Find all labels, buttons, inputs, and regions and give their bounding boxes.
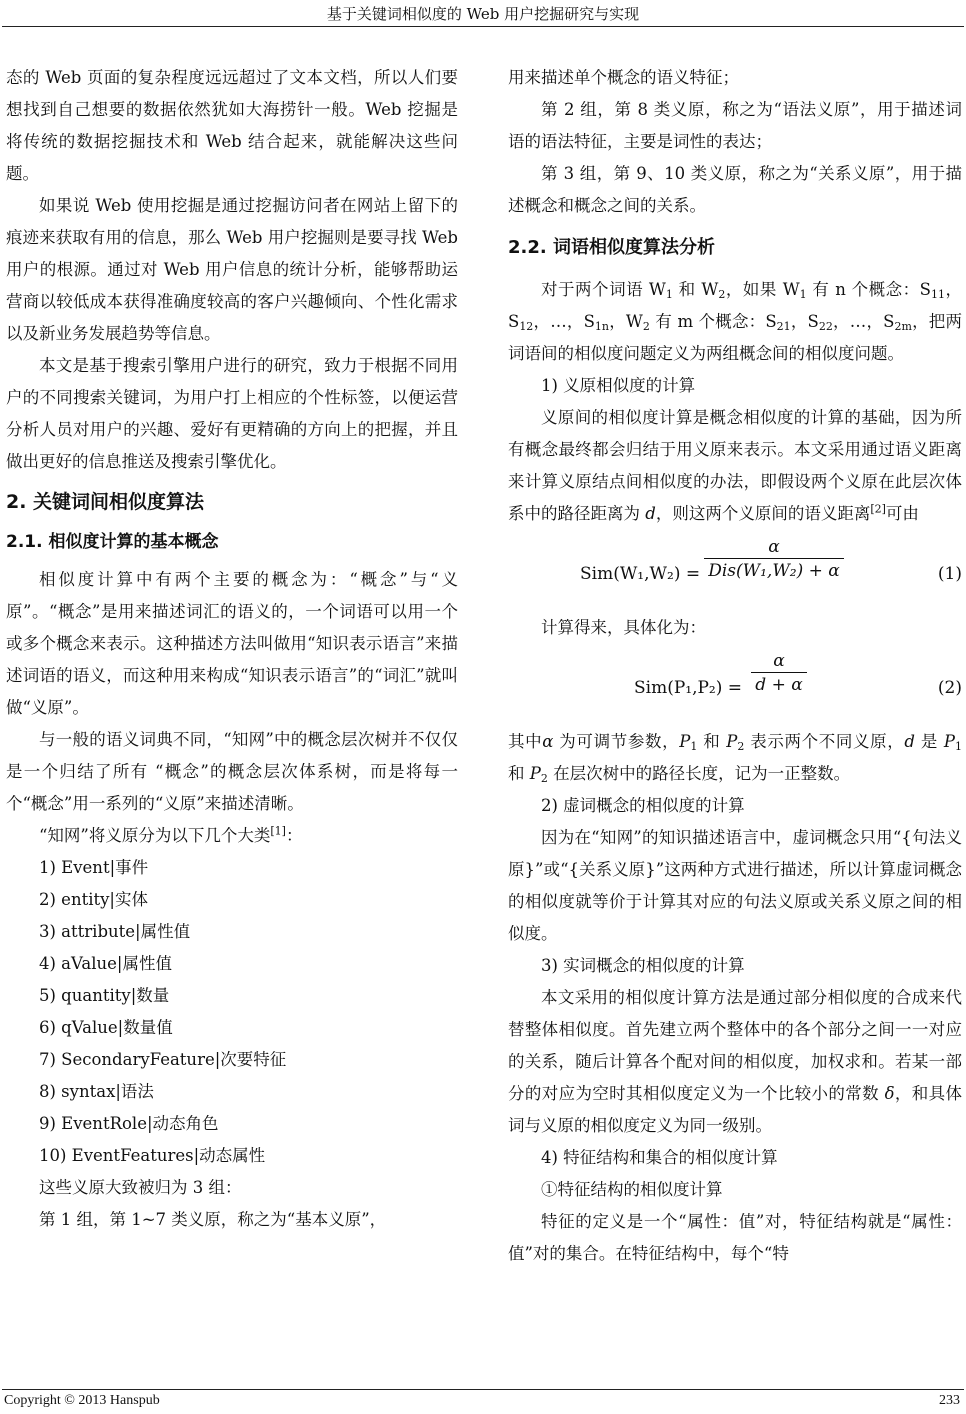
list-item: 1) Event|事件: [39, 858, 149, 877]
equation-numerator: α: [768, 537, 780, 557]
paragraph: 其中α 为可调节参数，$P_1$ 和 $P_2$ 表示两个不同义原，d 是 $P_1$ 和 $P_2$ 在层次树中的路径长度，记为一正整数。: [508, 732, 962, 785]
subsection-heading: 2.2. 词语相似度算法分析: [508, 237, 715, 258]
paragraph: 如果说 Web 使用挖掘是通过挖掘访问者在网站上留下的痕迹来获取有用的信息，那么 Web 用户挖掘则是要寻找 Web 用户的根源。通过对 Web 用户信息的统计分析，能够帮助运营商以较低成本获得准确度较高的客户兴趣倾向、个性化需求以及新业务发展趋势等信息。: [6, 196, 458, 343]
numbered-subheading: 2) 虚词概念的相似度的计算: [541, 796, 745, 815]
equation-number: (1): [937, 564, 962, 584]
copyright: Copyright © 2013 Hanspub: [4, 1393, 160, 1408]
list-item: 3) attribute|属性值: [39, 922, 191, 941]
equation-number: (2): [937, 678, 962, 698]
citation: [2]: [870, 502, 886, 516]
paragraph: 用来描述单个概念的语义特征；: [508, 68, 739, 87]
paragraph: 相似度计算中有两个主要的概念为：“概念”与“义原”。“概念”是用来描述词汇的语义的，一个词语可以用一个或多个概念来表示。这种描述方法叫做用“知识表示语言”来描述词语的语义，而这种用来构成“知识表示语言”的“词汇”就叫做“义原”。: [6, 570, 458, 717]
right-column: [508, 62, 962, 1270]
numbered-subheading: 4) 特征结构和集合的相似度计算: [541, 1148, 778, 1167]
list-item: 9) EventRole|动态角色: [39, 1114, 219, 1133]
paragraph: 对于两个词语 $W_1$ 和 $W_2$，如果 $W_1$ 有 n 个概念：$S_{11}$，$S_{12}$，…，$S_{1n}$，$W_2$ 有 m 个概念：$S_{21}$，$S_{22}$，…，$S_{2m}$，把两词语间的相似度问题定义为两组概念间的相似度问题。: [508, 280, 963, 363]
paragraph: 第 1 组，第 1~7 类义原，称之为“基本义原”，: [39, 1210, 387, 1229]
paragraph: “知网”将义原分为以下几个大类[1]：: [39, 824, 303, 845]
paragraph: 特征的定义是一个“属性：值”对，特征结构就是“属性：值”对的集合。在特征结构中，每个“特: [508, 1212, 962, 1263]
list-item: 5) quantity|数量: [39, 986, 170, 1005]
list-item: 4) aValue|属性值: [39, 954, 172, 973]
list-item: 10) EventFeatures|动态属性: [39, 1146, 266, 1165]
citation: [1]: [270, 824, 286, 838]
equation-lhs: Sim(W₁,W₂) =: [580, 564, 701, 584]
numbered-subheading: ①特征结构的相似度计算: [541, 1180, 723, 1199]
section-heading: 2. 关键词间相似度算法: [6, 491, 205, 513]
header-rule: [2, 26, 964, 27]
paragraph: 第 2 组，第 8 类义原，称之为“语法义原”，用于描述词语的语法特征，主要是词性的表达；: [508, 100, 962, 151]
list-item: 2) entity|实体: [39, 890, 148, 909]
equation-denominator: d + α: [751, 672, 806, 697]
paragraph: 因为在“知网”的知识描述语言中，虚词概念只用“{句法义原}”或“{关系义原}”这两种方式进行描述，所以计算虚词概念的相似度就等价于计算其对应的句法义原或关系义原之间的相似度。: [508, 828, 962, 943]
equation-denominator: Dis(W₁,W₂) + α: [704, 558, 844, 583]
paragraph: 这些义原大致被归为 3 组：: [39, 1178, 242, 1197]
paragraph: 第 3 组，第 9、10 类义原，称之为“关系义原”，用于描述概念和概念之间的关系。: [508, 164, 962, 215]
numbered-subheading: 1) 义原相似度的计算: [541, 376, 696, 395]
equation-2: [508, 648, 962, 722]
equation-fraction: [748, 650, 810, 697]
list-item: 6) qValue|数量值: [39, 1018, 173, 1037]
equation-1: [508, 534, 962, 608]
list-item: 7) SecondaryFeature|次要特征: [39, 1050, 287, 1069]
equation-fraction: [704, 536, 844, 583]
paragraph: 本文采用的相似度计算方法是通过部分相似度的合成来代替整体相似度。首先建立两个整体中的各个部分之间一一对应的关系，随后计算各个配对间的相似度，加权求和。若某一部分的对应为空时其相似度定义为一个比较小的常数 δ，和具体词与义原的相似度定义为同一级别。: [508, 988, 963, 1135]
paragraph: 与一般的语义词典不同，“知网”中的概念层次树并不仅仅是一个归结了所有 “概念”的概念层次体系树，而是将每一个“概念”用一系列的“义原”来描述清晰。: [6, 730, 458, 813]
page-number: 233: [939, 1393, 960, 1408]
paragraph: 态的 Web 页面的复杂程度远远超过了文本文档，所以人们要想找到自己想要的数据依然犹如大海捞针一般。Web 挖掘是将传统的数据挖掘技术和 Web 结合起来，就能解决这些问题。: [6, 68, 458, 183]
left-column: [6, 62, 458, 1236]
paragraph: 本文是基于搜索引擎用户进行的研究，致力于根据不同用户的不同搜索关键词，为用户打上相应的个性标签，以便运营分析人员对用户的兴趣、爱好有更精确的方向上的把握，并且做出更好的信息推送及搜索引擎优化。: [6, 356, 458, 471]
footer-rule: [2, 1389, 964, 1390]
paragraph: 计算得来，具体化为：: [541, 618, 706, 637]
paragraph: 义原间的相似度计算是概念相似度的计算的基础，因为所有概念最终都会归结于用义原来表示。本文采用通过语义距离来计算义原结点间相似度的办法，即假设两个义原在此层次体系中的路径距离为 d，则这两个义原间的语义距离[2]可由: [508, 408, 962, 523]
equation-lhs: Sim(P₁,P₂) =: [634, 678, 743, 698]
subsection-heading: 2.1. 相似度计算的基本概念: [6, 532, 219, 552]
numbered-subheading: 3) 实词概念的相似度的计算: [541, 956, 745, 975]
running-header: 基于关键词相似度的 Web 用户挖掘研究与实现: [326, 5, 640, 23]
list-item: 8) syntax|语法: [39, 1082, 154, 1101]
equation-numerator: α: [773, 651, 785, 671]
